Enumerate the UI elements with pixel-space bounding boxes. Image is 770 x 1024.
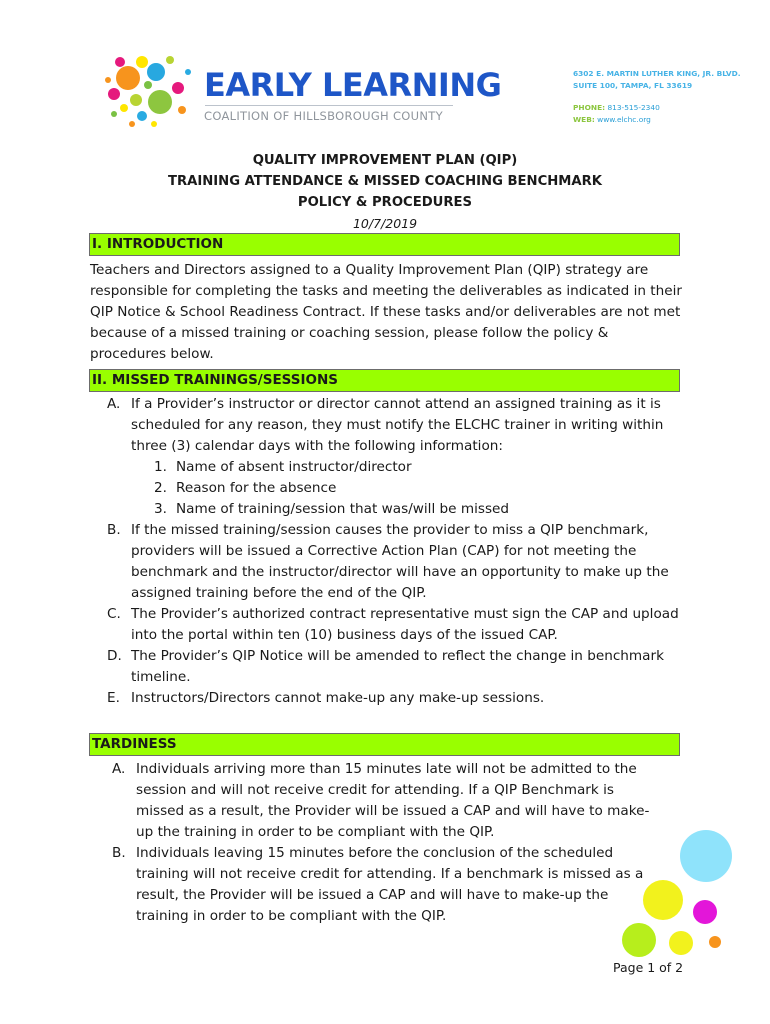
list-item-text: Reason for the absence	[176, 480, 337, 496]
list-marker: B.	[107, 522, 121, 538]
section-heading-tardiness: TARDINESS	[89, 733, 680, 756]
list-item-text: Individuals arriving more than 15 minutes late will not be admitted to the session and will not receive credit for attending. If a QIP Benchmark is missed as a result, the Provider will be issued a CAP and will have to make-up the training in order to be compliant with the QIP.	[136, 761, 650, 840]
list-item	[90, 520, 690, 604]
list-item	[131, 478, 690, 499]
phone-line	[573, 102, 763, 114]
document-date: 10/7/2019	[352, 216, 418, 231]
logo-divider	[205, 105, 453, 106]
logo-title: EARLY LEARNING	[204, 66, 502, 104]
list-item-text: Name of training/session that was/will be missed	[176, 501, 510, 517]
list-marker: E.	[107, 690, 120, 706]
document-title-block	[90, 150, 680, 234]
list-item	[90, 394, 690, 520]
title-line-2: TRAINING ATTENDANCE & MISSED COACHING BENCHMARK	[167, 174, 603, 189]
decorative-circles-icon	[610, 820, 770, 970]
list-item	[90, 759, 650, 843]
address-line-1: 6302 E. MARTIN LUTHER KING, JR. BLVD.	[573, 69, 741, 78]
list-marker: 2.	[154, 480, 167, 496]
logo-subtitle: COALITION OF HILLSBOROUGH COUNTY	[204, 109, 443, 123]
address-line-2: SUITE 100, TAMPA, FL 33619	[573, 81, 693, 90]
list-item	[90, 646, 690, 688]
list-marker: 3.	[154, 501, 167, 517]
title-line-3: POLICY & PROCEDURES	[297, 195, 473, 210]
page-number: Page 1 of 2	[613, 960, 684, 975]
list-item-text: If a Provider’s instructor or director cannot attend an assigned training as it is scheduled for any reason, they must notify the ELCHC trainer in writing within three (3) calendar days with the following information:	[131, 396, 664, 454]
list-marker: A.	[112, 761, 126, 777]
contact-block	[573, 68, 763, 126]
section-heading-introduction: I. INTRODUCTION	[89, 233, 680, 256]
list-marker: C.	[107, 606, 121, 622]
web-label: WEB:	[573, 115, 595, 124]
absence-info-list	[131, 457, 690, 520]
phone-label: PHONE:	[573, 103, 606, 112]
title-line-1: QUALITY IMPROVEMENT PLAN (QIP)	[252, 153, 518, 168]
web-line	[573, 114, 763, 126]
list-marker: A.	[107, 396, 121, 412]
logo-dots-icon	[100, 50, 206, 130]
list-item-text: The Provider’s authorized contract representative must sign the CAP and upload into the portal within ten (10) business days of the issued CAP.	[131, 606, 679, 643]
section-heading-missed-trainings: II. MISSED TRAININGS/SESSIONS	[89, 369, 680, 392]
missed-trainings-list	[90, 394, 690, 709]
list-item	[90, 604, 690, 646]
list-item	[90, 688, 690, 709]
introduction-paragraph: Teachers and Directors assigned to a Quality Improvement Plan (QIP) strategy are responsible for completing the tasks and meeting the deliverables as indicated in their QIP Notice & School Readiness Contract. If these tasks and/or deliverables are not met because of a missed training or coaching session, please follow the policy & procedures below.	[90, 262, 682, 362]
list-marker: 1.	[154, 459, 167, 475]
list-item	[131, 499, 690, 520]
list-marker: D.	[107, 648, 122, 664]
list-item-text: Individuals leaving 15 minutes before the conclusion of the scheduled training will not receive credit for attending. If a benchmark is missed as a result, the Provider will be issued a CAP and will have to make-up the training in order to be compliant with the QIP.	[136, 845, 644, 924]
list-item-text: Name of absent instructor/director	[176, 459, 412, 475]
list-item	[131, 457, 690, 478]
list-item-text: The Provider’s QIP Notice will be amended to reflect the change in benchmark timeline.	[131, 648, 664, 685]
list-marker: B.	[112, 845, 126, 861]
web-value: www.elchc.org	[597, 115, 651, 124]
list-item-text: If the missed training/session causes the provider to miss a QIP benchmark, providers will be issued a Corrective Action Plan (CAP) for not meeting the benchmark and the instructor/director will have an opportunity to make up the assigned training before the end of the QIP.	[131, 522, 669, 601]
phone-value: 813-515-2340	[607, 103, 660, 112]
list-item-text: Instructors/Directors cannot make-up any make-up sessions.	[131, 690, 545, 706]
list-item	[90, 843, 650, 927]
tardiness-list	[90, 759, 650, 927]
